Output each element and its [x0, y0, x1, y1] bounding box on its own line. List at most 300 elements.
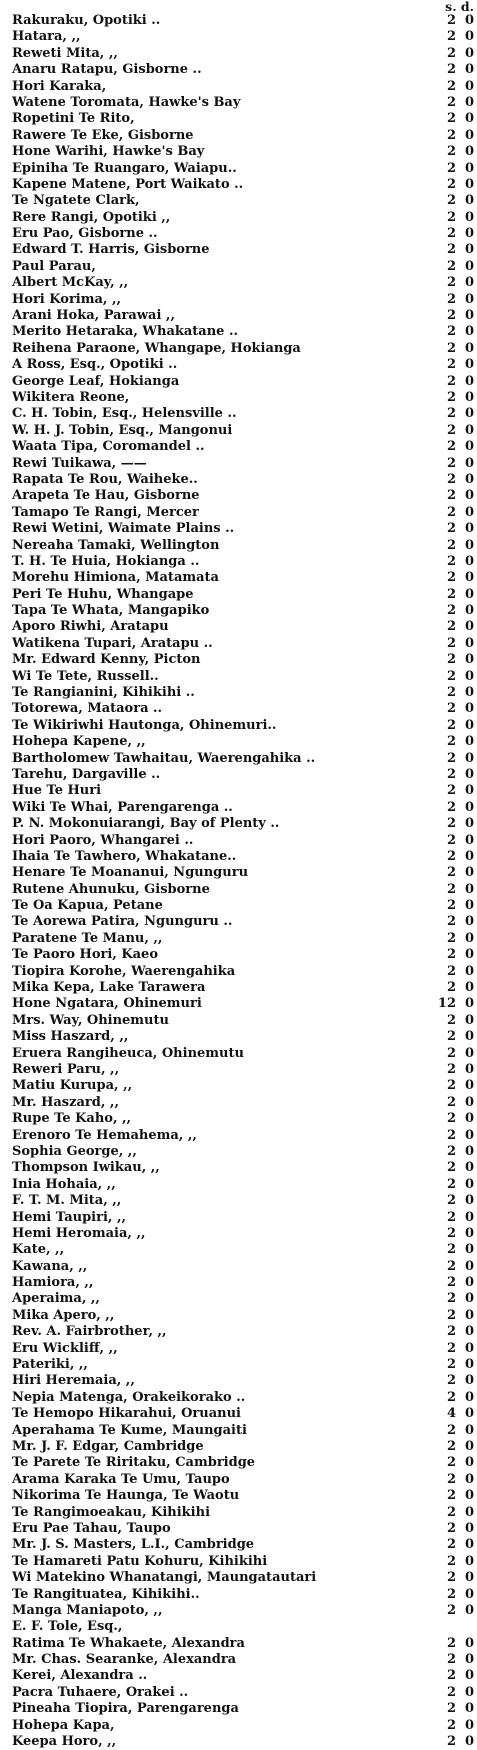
- subscriber-name: Morehu Himiona, Matamata: [12, 570, 219, 586]
- shillings-value: 2: [446, 1422, 456, 1438]
- shillings-value: 2: [446, 1275, 456, 1291]
- subscriber-name: Mrs. Way, Ohinemutu: [12, 1012, 169, 1028]
- subscriber-name: Bartholomew Tawhaitau, Waerengahika ..: [12, 750, 316, 766]
- list-item: [12, 242, 474, 258]
- amount: [434, 816, 474, 832]
- pence-value: 0: [464, 176, 474, 192]
- pence-value: 0: [464, 947, 474, 963]
- subscriber-name: Hohepa Kapene, ,,: [12, 734, 146, 750]
- pence-value: 0: [464, 521, 474, 537]
- subscriber-name: Rewi Tuikawa, ——: [12, 455, 147, 471]
- pence-value: 0: [464, 1012, 474, 1028]
- pence-value: 0: [464, 1488, 474, 1504]
- list-item: [12, 1144, 474, 1160]
- list-item: [12, 980, 474, 996]
- subscriber-name: Thompson Iwikau, ,,: [12, 1160, 160, 1176]
- pence-value: 0: [464, 45, 474, 61]
- shillings-value: 2: [446, 291, 456, 307]
- list-item: [12, 210, 474, 226]
- list-item: [12, 1275, 474, 1291]
- list-item: [12, 603, 474, 619]
- list-item: [12, 1177, 474, 1193]
- subscriber-name: Reweti Mita, ,,: [12, 45, 118, 61]
- shillings-value: 2: [446, 1684, 456, 1700]
- pence-value: 0: [464, 340, 474, 356]
- subscriber-name: Aperaima, ,,: [12, 1291, 100, 1307]
- shillings-value: 2: [446, 668, 456, 684]
- subscriber-name: Tiopira Korohe, Waerengahika: [12, 963, 236, 979]
- list-item: [12, 701, 474, 717]
- amount: [434, 177, 474, 193]
- subscriber-name: Mr. Edward Kenny, Picton: [12, 652, 201, 668]
- amount: [434, 144, 474, 160]
- shillings-value: 2: [446, 1635, 456, 1651]
- amount: [434, 423, 474, 439]
- list-item: [12, 1554, 474, 1570]
- pence-value: 0: [464, 1438, 474, 1454]
- shillings-value: 2: [446, 570, 456, 586]
- amount: [434, 456, 474, 472]
- subscriber-name: Te Rangianini, Kihikihi ..: [12, 685, 195, 701]
- pence-value: 0: [464, 1045, 474, 1061]
- subscriber-name: Rakuraku, Opotiki ..: [12, 13, 161, 28]
- subscriber-name: Hori Korima, ,,: [12, 291, 122, 307]
- shillings-value: 2: [446, 1176, 456, 1192]
- pence-value: 0: [464, 586, 474, 602]
- subscriber-name: Tapa Te Whata, Mangapiko: [12, 603, 210, 619]
- pence-value: 0: [464, 1111, 474, 1127]
- amount: [434, 324, 474, 340]
- subscriber-name: Rawere Te Eke, Gisborne: [12, 127, 194, 143]
- pence-value: 0: [464, 1291, 474, 1307]
- amount: [434, 13, 474, 29]
- subscriber-name: Hemi Taupiri, ,,: [12, 1209, 126, 1225]
- pence-value: 0: [464, 717, 474, 733]
- subscriber-name: Aperahama Te Kume, Maungaiti: [12, 1422, 247, 1438]
- pence-value: 0: [464, 1701, 474, 1717]
- subscriber-name: Peri Te Huhu, Whangape: [12, 586, 194, 602]
- pence-value: 0: [464, 848, 474, 864]
- pence-value: 0: [464, 127, 474, 143]
- list-item: [12, 79, 474, 95]
- list-item: [12, 685, 474, 701]
- subscriber-name: Rapata Te Rou, Waiheke..: [12, 471, 198, 487]
- amount: [434, 1505, 474, 1521]
- subscriber-name: Paul Parau,: [12, 258, 96, 274]
- amount: [434, 1652, 474, 1668]
- list-item: [12, 423, 474, 439]
- pence-value: 0: [464, 865, 474, 881]
- pence-value: 0: [464, 1307, 474, 1323]
- list-item: [12, 1701, 474, 1717]
- amount: [434, 1701, 474, 1717]
- subscriber-name: E. F. Tole, Esq.,: [12, 1619, 123, 1635]
- subscriber-name: Albert McKay, ,,: [12, 275, 129, 291]
- shillings-value: 2: [446, 1160, 456, 1176]
- pence-value: 0: [464, 94, 474, 110]
- subscriber-name: Eru Pae Tahau, Taupo: [12, 1520, 171, 1536]
- pence-value: 0: [464, 914, 474, 930]
- shillings-value: 2: [446, 1111, 456, 1127]
- shillings-value: 2: [446, 1357, 456, 1373]
- subscriber-name: Hatara, ,,: [12, 29, 81, 45]
- list-item: [12, 783, 474, 799]
- pence-value: 0: [464, 193, 474, 209]
- subscriber-name: George Leaf, Hokianga: [12, 373, 180, 389]
- amount: [434, 1439, 474, 1455]
- shillings-value: 2: [446, 45, 456, 61]
- list-item: [12, 1537, 474, 1553]
- shillings-value: 12: [437, 996, 456, 1012]
- amount: [434, 1160, 474, 1176]
- list-item: [12, 62, 474, 78]
- amount: [434, 1603, 474, 1619]
- shillings-value: 2: [446, 635, 456, 651]
- shillings-value: 2: [446, 1291, 456, 1307]
- pence-value: 0: [464, 652, 474, 668]
- list-item: [12, 1324, 474, 1340]
- subscriber-name: Rupe Te Kaho, ,,: [12, 1111, 132, 1127]
- amount: [434, 1177, 474, 1193]
- amount: [434, 833, 474, 849]
- subscriber-name: Mr. Haszard, ,,: [12, 1094, 119, 1110]
- subscriber-name: Te Rangituatea, Kihikihi..: [12, 1586, 200, 1602]
- subscriber-name: Te Aorewa Patira, Ngunguru ..: [12, 914, 233, 930]
- list-item: [12, 1734, 474, 1750]
- list-item: [12, 324, 474, 340]
- list-item: [12, 1259, 474, 1275]
- amount: [434, 587, 474, 603]
- pence-value: 0: [464, 980, 474, 996]
- subscriber-name: Mr. J. F. Edgar, Cambridge: [12, 1438, 204, 1454]
- subscriber-name: Nereaha Tamaki, Wellington: [12, 537, 220, 553]
- pence-value: 0: [464, 1062, 474, 1077]
- list-item: [12, 1439, 474, 1455]
- amount: [434, 95, 474, 111]
- list-item: [12, 1390, 474, 1406]
- shillings-value: 2: [446, 209, 456, 225]
- shillings-value: 2: [446, 1373, 456, 1389]
- shillings-value: 2: [446, 914, 456, 930]
- subscriber-name: Matiu Kurupa, ,,: [12, 1078, 133, 1094]
- amount: [434, 964, 474, 980]
- pence-value: 0: [464, 1242, 474, 1258]
- list-item: [12, 341, 474, 357]
- amount: [434, 242, 474, 258]
- pence-value: 0: [464, 1602, 474, 1618]
- amount: [434, 193, 474, 209]
- list-item: [12, 226, 474, 242]
- list-item: [12, 1488, 474, 1504]
- pence-value: 0: [464, 996, 474, 1012]
- list-item: [12, 914, 474, 930]
- subscriber-name: Reweri Paru, ,,: [12, 1062, 120, 1077]
- list-item: [12, 1406, 474, 1422]
- list-item: [12, 259, 474, 275]
- amount: [434, 554, 474, 570]
- amount: [434, 914, 474, 930]
- amount: [434, 980, 474, 996]
- list-item: [12, 1685, 474, 1701]
- list-item: [12, 128, 474, 144]
- pence-value: 0: [464, 1684, 474, 1700]
- shillings-value: 2: [446, 1340, 456, 1356]
- shillings-value: 2: [446, 701, 456, 717]
- amount: [434, 1259, 474, 1275]
- list-item: [12, 1210, 474, 1226]
- list-item: [12, 1455, 474, 1471]
- shillings-value: 2: [446, 619, 456, 635]
- pence-value: 0: [464, 1520, 474, 1536]
- amount: [434, 406, 474, 422]
- pence-value: 0: [464, 963, 474, 979]
- amount: [434, 1242, 474, 1258]
- shillings-value: 2: [446, 1520, 456, 1536]
- amount: [434, 488, 474, 504]
- shillings-value: 2: [446, 816, 456, 832]
- amount: [434, 374, 474, 390]
- amount: [434, 341, 474, 357]
- pence-value: 0: [464, 832, 474, 848]
- subscriber-name: Kawana, ,,: [12, 1258, 88, 1274]
- amount: [434, 1193, 474, 1209]
- amount: [434, 538, 474, 554]
- shillings-value: 2: [446, 226, 456, 242]
- shillings-value: 2: [446, 242, 456, 258]
- pence-value: 0: [464, 734, 474, 750]
- subscriber-name: Wiki Te Whai, Parengarenga ..: [12, 799, 233, 815]
- subscriber-name: Wikitera Reone,: [12, 389, 130, 405]
- list-item: [12, 1111, 474, 1127]
- shillings-value: 2: [446, 865, 456, 881]
- subscriber-name: Mika Apero, ,,: [12, 1307, 115, 1323]
- shillings-value: 2: [446, 832, 456, 848]
- list-item: [12, 751, 474, 767]
- list-item: [12, 111, 474, 127]
- list-item: [12, 177, 474, 193]
- list-item: [12, 636, 474, 652]
- shillings-value: 2: [446, 1701, 456, 1717]
- list-item: [12, 538, 474, 554]
- subscriber-name: Kate, ,,: [12, 1242, 65, 1258]
- subscriber-name: Nepia Matenga, Orakeikorako ..: [12, 1389, 246, 1405]
- amount: [434, 1423, 474, 1439]
- pence-value: 0: [464, 685, 474, 701]
- pence-value: 0: [464, 635, 474, 651]
- amount: [434, 947, 474, 963]
- pence-value: 0: [464, 1275, 474, 1291]
- subscriber-name: Sophia George, ,,: [12, 1143, 137, 1159]
- amount: [434, 898, 474, 914]
- list-item: [12, 488, 474, 504]
- shillings-value: 2: [446, 1602, 456, 1618]
- shillings-value: 2: [446, 308, 456, 324]
- amount: [434, 882, 474, 898]
- shillings-value: 2: [446, 29, 456, 45]
- list-item: [12, 570, 474, 586]
- shillings-value: 2: [446, 1143, 456, 1159]
- list-item: [12, 833, 474, 849]
- shillings-value: 2: [446, 127, 456, 143]
- pence-value: 0: [464, 406, 474, 422]
- shillings-value: 2: [446, 1537, 456, 1553]
- shillings-value: 2: [446, 898, 456, 914]
- shillings-value: 2: [446, 193, 456, 209]
- pence-value: 0: [464, 1225, 474, 1241]
- shillings-value: 2: [446, 980, 456, 996]
- subscriber-name: Te Parete Te Riritaku, Cambridge: [12, 1455, 256, 1471]
- amount: [434, 29, 474, 45]
- pence-value: 0: [464, 553, 474, 569]
- pence-value: 0: [464, 29, 474, 45]
- shillings-value: 2: [446, 1455, 456, 1471]
- pence-value: 0: [464, 1340, 474, 1356]
- amount: [434, 161, 474, 177]
- list-item: [12, 1636, 474, 1652]
- subscriber-name: Te Ngatete Clark,: [12, 193, 140, 209]
- subscriber-name: C. H. Tobin, Esq., Helensville ..: [12, 406, 237, 422]
- shillings-value: 2: [446, 766, 456, 782]
- shillings-value: 2: [446, 1471, 456, 1487]
- amount: [434, 1013, 474, 1029]
- list-item: [12, 1619, 474, 1635]
- pence-value: 0: [464, 324, 474, 340]
- shillings-value: 2: [446, 439, 456, 455]
- amount: [434, 1111, 474, 1127]
- amount: [434, 1078, 474, 1094]
- pence-value: 0: [464, 209, 474, 225]
- amount: [434, 1144, 474, 1160]
- amount: [434, 1570, 474, 1586]
- pence-value: 0: [464, 750, 474, 766]
- subscriber-name: Totorewa, Mataora ..: [12, 701, 163, 717]
- subscriber-name: Aporo Riwhi, Aratapu: [12, 619, 169, 635]
- subscriber-name: Nikorima Te Haunga, Te Waotu: [12, 1488, 240, 1504]
- subscriber-name: Pacra Tuhaere, Orakei ..: [12, 1684, 189, 1700]
- amount: [434, 292, 474, 308]
- shillings-value: 2: [446, 144, 456, 160]
- list-item: [12, 1718, 474, 1734]
- shillings-value: 2: [446, 750, 456, 766]
- subscriber-name: Paratene Te Manu, ,,: [12, 930, 163, 946]
- amount: [434, 259, 474, 275]
- list-item: [12, 193, 474, 209]
- subscriber-name: Rev. A. Fairbrother, ,,: [12, 1324, 167, 1340]
- pence-value: 0: [464, 1668, 474, 1684]
- shillings-value: 4: [446, 1406, 456, 1422]
- list-item: [12, 931, 474, 947]
- shillings-value: 2: [446, 930, 456, 946]
- list-item: [12, 1668, 474, 1684]
- pence-value: 0: [464, 1078, 474, 1094]
- list-item: [12, 964, 474, 980]
- pence-value: 0: [464, 1209, 474, 1225]
- amount: [434, 718, 474, 734]
- subscriber-name: Eru Wickliff, ,,: [12, 1340, 118, 1356]
- subscriber-name: Kerei, Alexandra ..: [12, 1668, 148, 1684]
- list-item: [12, 390, 474, 406]
- pence-value: 0: [464, 1389, 474, 1405]
- pence-value: 0: [464, 357, 474, 373]
- list-item: [12, 882, 474, 898]
- amount: [434, 570, 474, 586]
- list-item: [12, 1291, 474, 1307]
- list-item: [12, 144, 474, 160]
- pence-value: 0: [464, 1029, 474, 1045]
- list-item: [12, 275, 474, 291]
- shillings-value: 2: [446, 160, 456, 176]
- shillings-value: 2: [446, 537, 456, 553]
- pence-value: 0: [464, 258, 474, 274]
- amount: [434, 1226, 474, 1242]
- pence-value: 0: [464, 701, 474, 717]
- list-item: [12, 1505, 474, 1521]
- list-item: [12, 898, 474, 914]
- pence-value: 0: [464, 471, 474, 487]
- subscriber-name: Waata Tipa, Coromandel ..: [12, 439, 205, 455]
- shillings-value: 2: [446, 488, 456, 504]
- list-item: [12, 849, 474, 865]
- pence-value: 0: [464, 1471, 474, 1487]
- subscriber-name: Tarehu, Dargaville ..: [12, 766, 161, 782]
- shillings-value: 2: [446, 1307, 456, 1323]
- subscriber-name: Edward T. Harris, Gisborne: [12, 242, 210, 258]
- amount: [434, 652, 474, 668]
- amount: [434, 1668, 474, 1684]
- pence-value: 0: [464, 766, 474, 782]
- amount: [434, 996, 474, 1012]
- amount: [434, 751, 474, 767]
- list-item: [12, 1472, 474, 1488]
- pence-value: 0: [464, 111, 474, 127]
- subscriber-name: Rutene Ahunuku, Gisborne: [12, 881, 210, 897]
- amount: [434, 472, 474, 488]
- pence-value: 0: [464, 1357, 474, 1373]
- subscriber-name: T. H. Te Huia, Hokianga ..: [12, 553, 200, 569]
- list-item: [12, 734, 474, 750]
- subscriber-name: Hori Paoro, Whangarei ..: [12, 832, 194, 848]
- subscriber-name: Hiri Heremaia, ,,: [12, 1373, 135, 1389]
- amount: [434, 275, 474, 291]
- subscriber-name: P. N. Mokonuiarangi, Bay of Plenty ..: [12, 816, 280, 832]
- list-item: [12, 652, 474, 668]
- subscriber-name: Te Wikiriwhi Hautonga, Ohinemuri..: [12, 717, 277, 733]
- pence-value: 0: [464, 1127, 474, 1143]
- subscriber-name: Henare Te Moananui, Ngunguru: [12, 865, 249, 881]
- shillings-value: 2: [446, 1570, 456, 1586]
- amount: [434, 1406, 474, 1422]
- amount: [434, 619, 474, 635]
- list-item: [12, 1423, 474, 1439]
- pence-value: 0: [464, 144, 474, 160]
- shillings-value: 2: [446, 422, 456, 438]
- subscriber-name: Te Hemopo Hikarahui, Oruanui: [12, 1406, 241, 1422]
- list-item: [12, 521, 474, 537]
- subscriber-name: Arama Karaka Te Umu, Taupo: [12, 1471, 230, 1487]
- amount: [434, 1029, 474, 1045]
- list-item: [12, 1521, 474, 1537]
- subscriber-name: Mr. J. S. Masters, L.I., Cambridge: [12, 1537, 255, 1553]
- shillings-value: 2: [446, 1029, 456, 1045]
- pence-value: 0: [464, 1094, 474, 1110]
- list-item: [12, 1652, 474, 1668]
- amount: [434, 308, 474, 324]
- shillings-value: 2: [446, 324, 456, 340]
- list-item: [12, 374, 474, 390]
- amount: [434, 734, 474, 750]
- subscriber-name: Mr. Chas. Searanke, Alexandra: [12, 1652, 237, 1668]
- amount: [434, 603, 474, 619]
